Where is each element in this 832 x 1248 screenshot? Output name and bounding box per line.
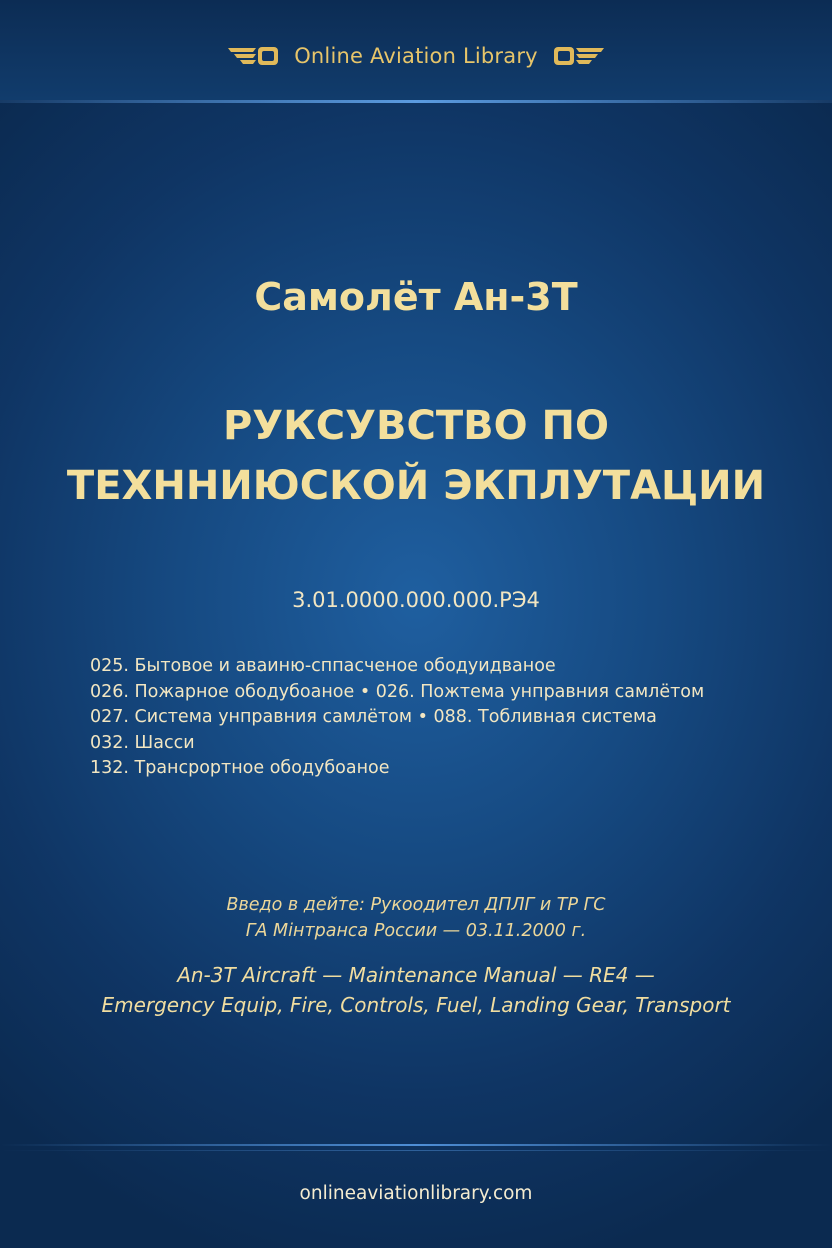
approval-line: Введо в дейте: Рукоодител ДПЛГ и ТР ГС	[226, 895, 606, 915]
footer-divider-secondary	[0, 1150, 832, 1151]
chapter-item: 132. Трансрортное ободубоаное	[90, 758, 390, 778]
chapter-item: 025. Бытовое и аваиню-сппасченое ободуидваное	[90, 656, 556, 676]
chapter-list	[90, 654, 790, 782]
manual-title-line: ТЕХННИЮСКОЙ ЭКПЛУТАЦИИ	[66, 463, 766, 509]
english-subtitle-line: Emergency Equip, Fire, Controls, Fuel, Landing Gear, Transport	[101, 993, 731, 1017]
footer-website-link[interactable]: onlineaviationlibrary.com	[299, 1183, 533, 1204]
chapter-item: 032. Шасси	[90, 732, 195, 753]
winged-emblem-icon	[550, 42, 606, 70]
library-brand-name: Online Aviation Library	[294, 44, 538, 68]
document-code: 3.01.0000.000.000.РЭ4	[292, 588, 540, 612]
winged-emblem-icon	[226, 42, 282, 70]
library-header	[0, 36, 832, 76]
english-subtitle-line: An-3T Aircraft — Maintenance Manual — RE4 —	[177, 963, 655, 987]
approval-note	[0, 892, 832, 944]
manual-title	[0, 396, 832, 516]
aircraft-title: Самолёт Ан-3Т	[254, 275, 578, 319]
approval-line: ГА Мінтранса России — 03.11.2000 г.	[245, 921, 587, 941]
footer-divider	[0, 1144, 832, 1146]
manual-title-line: РУКСУВСТВО ПО	[222, 403, 610, 449]
chapter-item: 027. Система унправния самлётом • 088. Тобливная система	[90, 707, 657, 727]
chapter-item: 026. Пожарное ободубоаное • 026. Пожтема унправния самлётом	[90, 681, 705, 702]
english-subtitle	[0, 960, 832, 1020]
header-divider	[0, 100, 832, 103]
